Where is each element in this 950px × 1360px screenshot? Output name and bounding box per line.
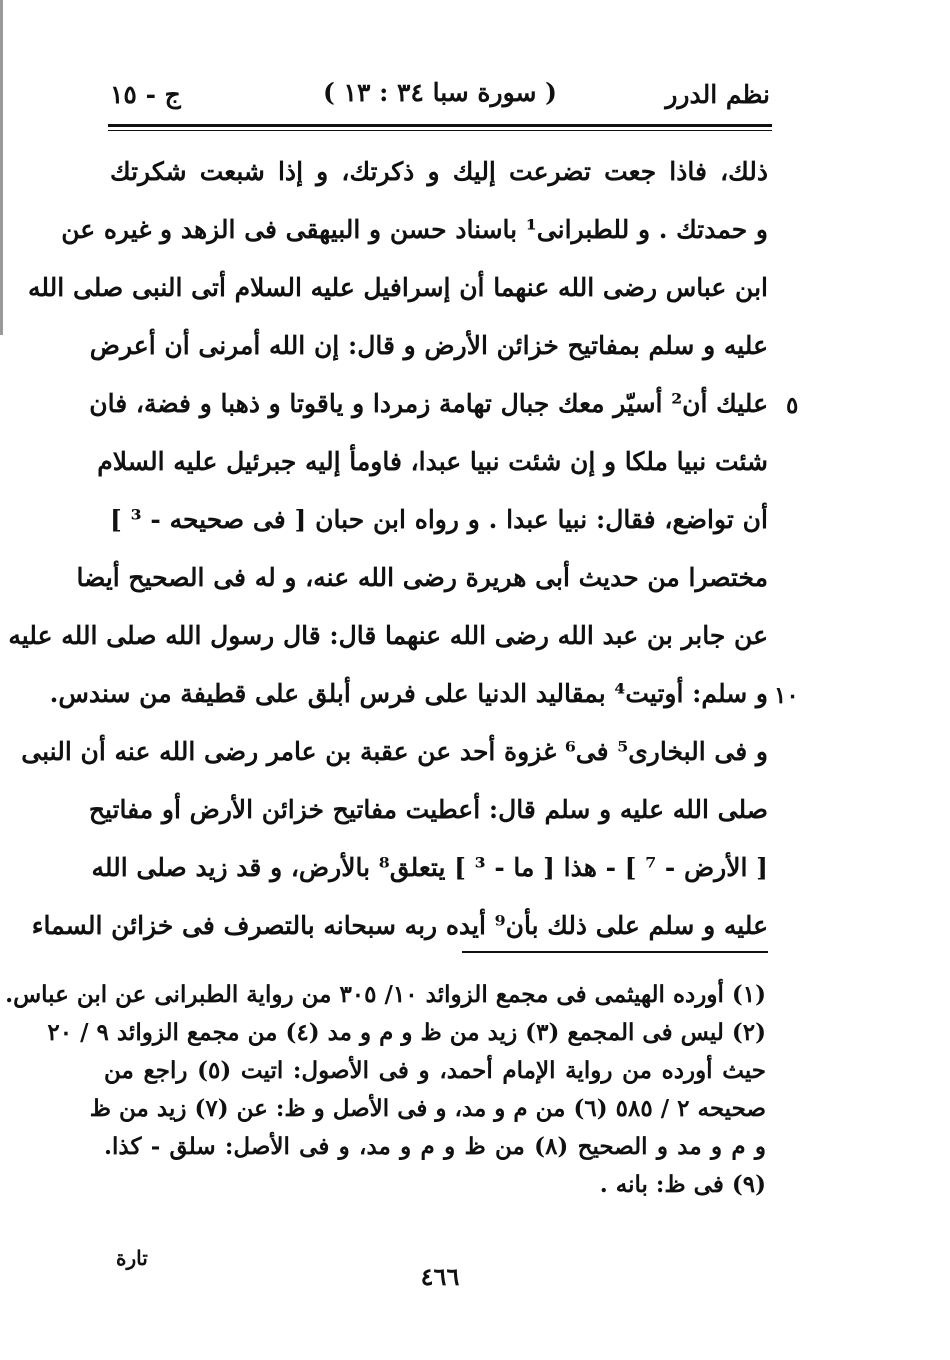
book-title: نظم الدرر: [665, 80, 770, 109]
volume-marker: ج - ١٥: [110, 80, 181, 109]
text-line: مختصرا من حديث أبى هريرة رضى الله عنه، و له فى الصحيح أيضا: [76, 563, 768, 592]
header-rule-thin: [108, 130, 772, 131]
text-line: عليه و سلم بمفاتيح خزائن الأرض و قال: إن الله أمرنى أن أعرض: [89, 331, 768, 360]
header-rule-thick: [108, 124, 772, 127]
catchword: تارة: [116, 1246, 148, 1270]
footnote-line: و م و مد و الصحيح (٨) من ظ و م و مد، و فى الأصل: سلق - كذا.: [104, 1133, 767, 1160]
footnote-line: (٩) فى ظ: بانه .: [599, 1171, 766, 1198]
line-number-10: ١٠: [774, 682, 799, 709]
footnote-line: (٢) ليس فى المجمع (٣) زيد من ظ و م و مد (٤) من مجمع الزوائد ٩ / ٢٠: [47, 1019, 766, 1046]
text-line: و حمدتك . و للطبرانى¹ باسناد حسن و البيهقى فى الزهد و غيره عن: [61, 215, 768, 244]
text-line: و فى البخارى⁵ فى⁶ غزوة أحد عن عقبة بن عامر رضى الله عنه أن النبى: [21, 737, 768, 766]
footnote-separator: [462, 951, 768, 953]
text-line: [ الأرض - ⁷ ] - هذا [ ما - ³ ] يتعلق⁸ بالأرض، و قد زيد صلى الله: [91, 853, 768, 882]
text-line: عليه و سلم على ذلك بأن⁹ أيده ربه سبحانه بالتصرف فى خزائن السماء: [31, 911, 768, 940]
text-line: أن تواضع، فقال: نبيا عبدا . و رواه ابن حبان [ فى صحيحه - ³ ]: [110, 505, 768, 534]
footnote-line: (١) أورده الهيثمى فى مجمع الزوائد ١٠/ ٣٠٥ من رواية الطبرانى عن ابن عباس.: [5, 981, 766, 1008]
surah-reference: ( سورة سبا ٣٤ : ١٣ ): [323, 78, 557, 107]
page-number: ٤٦٦: [420, 1262, 460, 1291]
scan-edge-shadow: [0, 0, 3, 335]
text-line: عليك أن² أسيّر معك جبال تهامة زمردا و ياقوتا و ذهبا و فضة، فان: [89, 389, 768, 418]
line-number-5: ٥: [786, 392, 799, 419]
text-line: و سلم: أوتيت⁴ بمقاليد الدنيا على فرس أبلق على قطيفة من سندس.: [49, 679, 768, 708]
main-text: [8, 150, 768, 962]
footnote-line: حيث أورده من رواية الإمام أحمد، و فى الأصول: اتيت (٥) راجع من: [104, 1057, 766, 1084]
text-line: عن جابر بن عبد الله رضى الله عنهما قال: قال رسول الله صلى الله عليه: [8, 621, 768, 650]
text-line: صلى الله عليه و سلم قال: أعطيت مفاتيح خزائن الأرض أو مفاتيح: [88, 795, 768, 824]
text-line: ابن عباس رضى الله عنهما أن إسرافيل عليه السلام أتى النبى صلى الله: [28, 273, 768, 302]
text-line: شئت نبيا ملكا و إن شئت نبيا عبدا، فاومأ إليه جبرئيل عليه السلام: [97, 447, 768, 476]
footnote-line: صحيحه ٢ / ٥٨٥ (٦) من م و مد، و فى الأصل و ظ: عن (٧) زيد من ظ: [89, 1095, 766, 1122]
text-line: ذلك، فاذا جعت تضرعت إليك و ذكرتك، و إذا شبعت شكرتك: [110, 157, 768, 186]
running-header: [110, 78, 770, 118]
footnotes: [5, 978, 767, 1206]
